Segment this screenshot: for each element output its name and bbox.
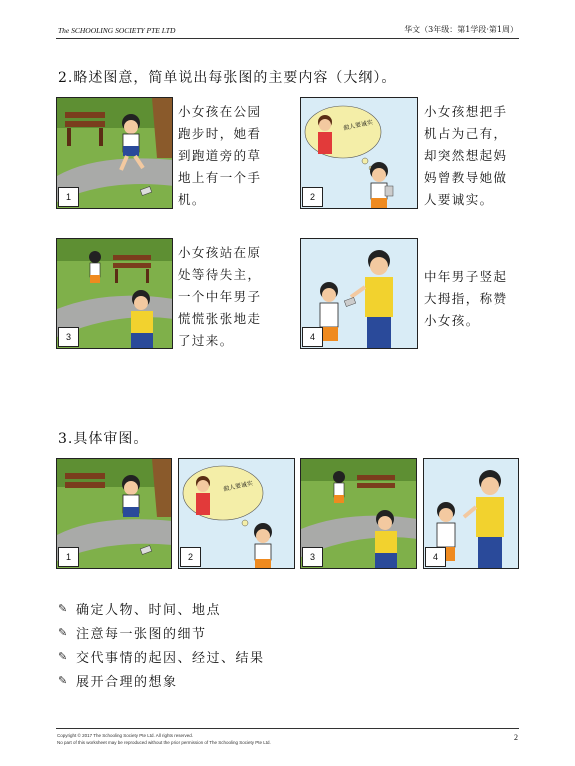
list-item-text: 确定人物、时间、地点: [76, 602, 222, 618]
list-item-text: 展开合理的想象: [76, 674, 178, 690]
comic-panel-1: [56, 97, 173, 209]
list-item-text: 交代事情的起因、经过、结果: [76, 650, 265, 666]
list-item: [58, 668, 265, 692]
panel-number: 3: [302, 547, 323, 567]
analysis-checklist: [58, 596, 265, 692]
panel-number: 4: [302, 327, 323, 347]
comic-panel-2: [300, 97, 418, 209]
list-item: [58, 620, 265, 644]
reproduction-notice: No part of this worksheet may be reproduced without the prior permission of The Schooling Society Pte Ltd.: [57, 740, 271, 745]
copyright-text: Copyright © 2017 The Schooling Society Pte Ltd. All rights reserved.: [57, 733, 194, 738]
thought-bubble-text: 做人要诚实: [342, 118, 374, 133]
comic-strip-panel-3: [300, 458, 417, 569]
list-item: [58, 596, 265, 620]
comic-panel-3: [56, 238, 173, 349]
comic-strip-panel-1: [56, 458, 172, 569]
comic-panel-4: [300, 238, 418, 349]
panel-1-caption: 小女孩在公园跑步时，她看到跑道旁的草地上有一个手机。: [178, 104, 262, 207]
pencil-bullet-icon: ✎: [58, 601, 69, 615]
section-3-title: 3.具体审图。: [58, 431, 149, 447]
footer-divider: [56, 728, 519, 729]
worksheet-subject: 华文（3年级：第1学段·第1周）: [404, 25, 518, 34]
list-item: [58, 644, 265, 668]
pencil-bullet-icon: ✎: [58, 673, 69, 687]
panel-2-caption: 小女孩想把手机占为己有，却突然想起妈妈曾教导她做人要诚实。: [424, 104, 508, 207]
comic-strip-panel-4: [423, 458, 519, 569]
page-number: 2: [514, 733, 518, 742]
panel-3-caption: 小女孩站在原处等待失主，一个中年男子慌慌张张地走了过来。: [178, 245, 262, 348]
pencil-bullet-icon: ✎: [58, 625, 69, 639]
section-2-title: 2.略述图意，简单说出每张图的主要内容（大纲）。: [58, 70, 397, 86]
panel-number: 1: [58, 547, 79, 567]
thought-bubble-text: 做人要诚实: [222, 479, 254, 494]
panel-number: 1: [58, 187, 79, 207]
panel-number: 2: [302, 187, 323, 207]
panel-number: 2: [180, 547, 201, 567]
header-divider: [56, 38, 519, 39]
panel-4-caption: 中年男子竖起大拇指，称赞小女孩。: [424, 269, 508, 328]
pencil-bullet-icon: ✎: [58, 649, 69, 663]
panel-number: 4: [425, 547, 446, 567]
list-item-text: 注意每一张图的细节: [76, 626, 207, 642]
comic-strip-panel-2: [178, 458, 295, 569]
panel-number: 3: [58, 327, 79, 347]
company-name: The SCHOOLING SOCIETY PTE LTD: [58, 26, 176, 35]
